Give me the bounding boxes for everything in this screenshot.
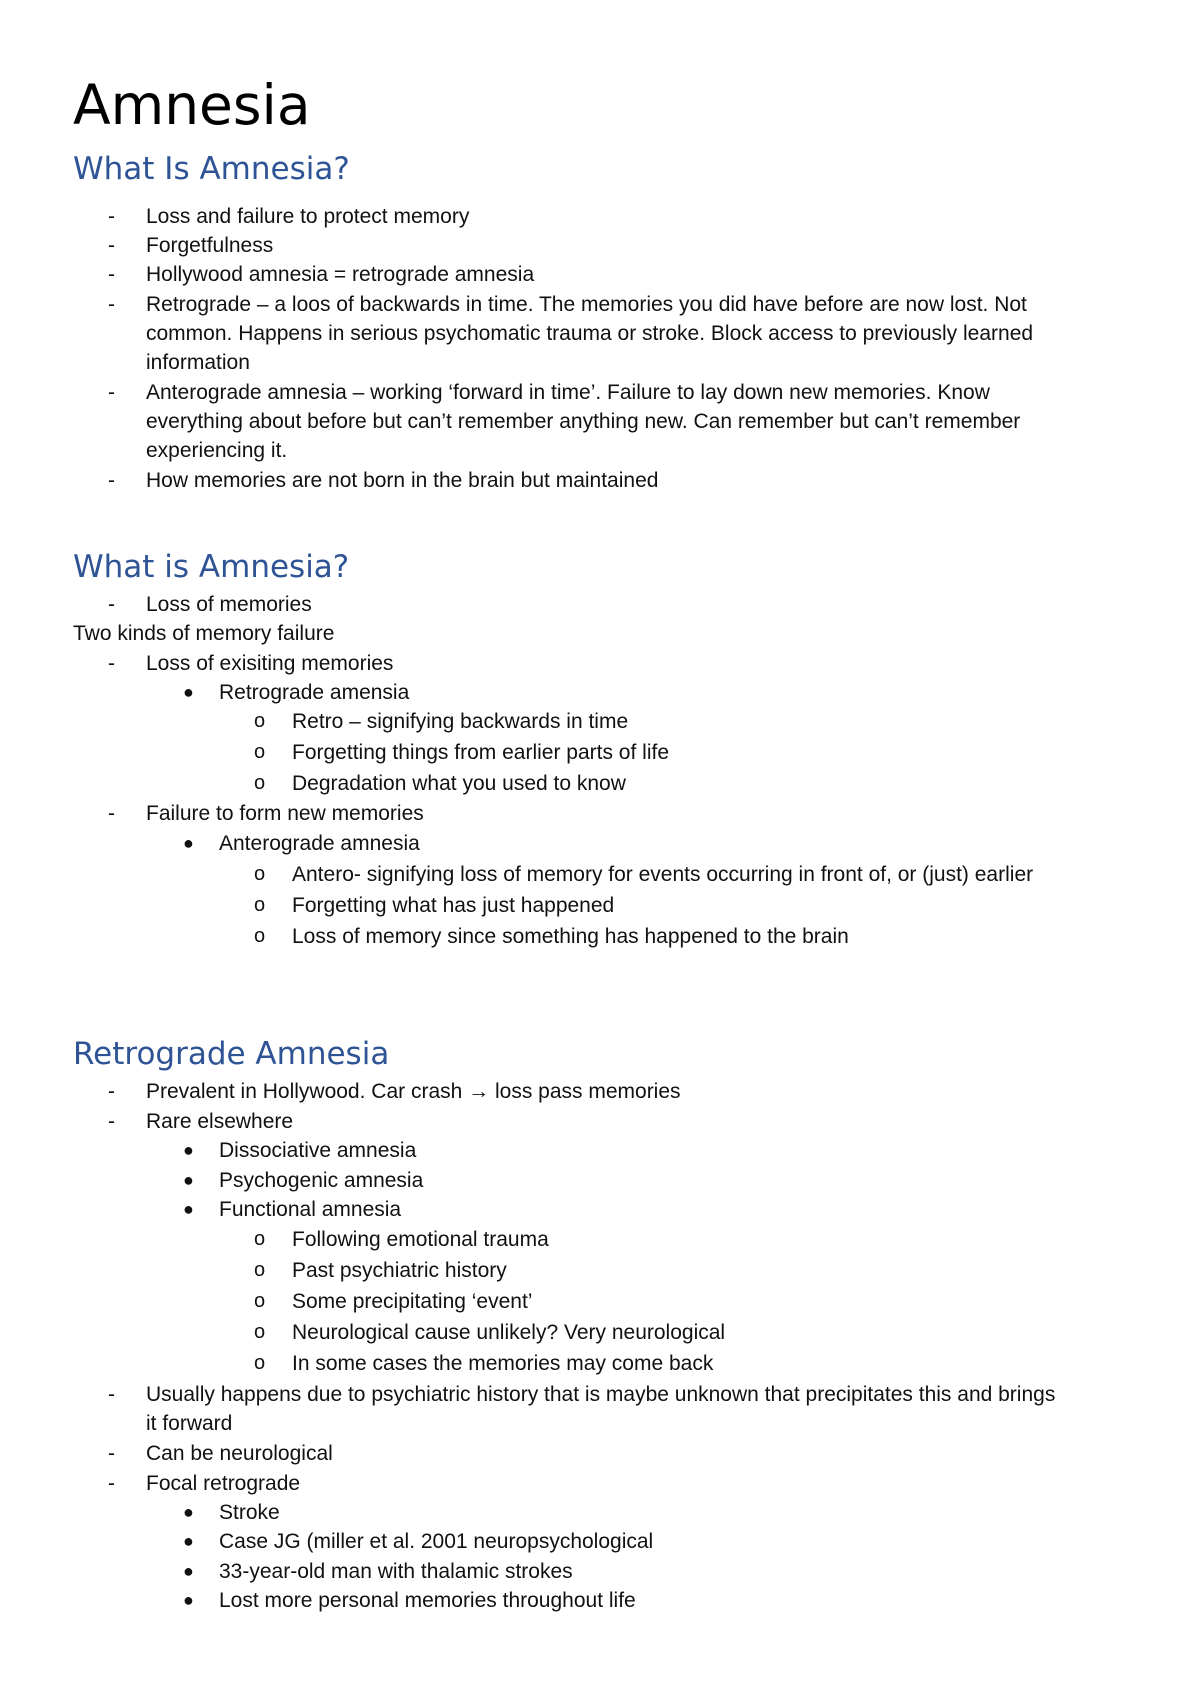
list-item: Retrograde amensia [219, 681, 410, 704]
list-item: How memories are not born in the brain but maintained [146, 469, 659, 492]
list-item: Failure to form new memories [146, 802, 424, 825]
bullet-marker: ● [183, 1590, 194, 1610]
list-item: Degradation what you used to know [292, 772, 626, 795]
list-item: Dissociative amnesia [219, 1139, 417, 1162]
list-item: Forgetfulness [146, 234, 274, 257]
list-item: Case JG (miller et al. 2001 neuropsychological [219, 1530, 654, 1553]
list-item-line: it forward [146, 1412, 233, 1435]
list-item: Some precipitating ‘event’ [292, 1290, 533, 1313]
dash-marker: - [108, 1080, 115, 1103]
bullet-marker: ● [183, 682, 194, 702]
list-item: Retro – signifying backwards in time [292, 710, 629, 733]
list-item: Rare elsewhere [146, 1110, 294, 1133]
circle-marker: o [254, 894, 266, 916]
list-item: Lost more personal memories throughout life [219, 1589, 636, 1612]
dash-marker: - [108, 469, 115, 492]
list-item-line: Usually happens due to psychiatric history that is maybe unknown that precipitates this and brings [146, 1383, 1056, 1406]
list-item-line: common. Happens in serious psychomatic trauma or stroke. Block access to previously learned [146, 322, 1034, 345]
circle-marker: o [254, 741, 266, 763]
dash-marker: - [108, 1442, 115, 1465]
list-item: Loss of exisiting memories [146, 652, 394, 675]
bullet-marker: ● [183, 1561, 194, 1581]
dash-marker: - [108, 593, 115, 616]
list-item-line: everything about before but can’t remember anything new. Can remember but can’t remember [146, 410, 1021, 433]
circle-marker: o [254, 1352, 266, 1374]
bullet-marker: ● [183, 1140, 194, 1160]
circle-marker: o [254, 1321, 266, 1343]
list-item-line: information [146, 351, 250, 374]
list-item-line: experiencing it. [146, 439, 288, 462]
dash-marker: - [108, 802, 115, 825]
list-item: Can be neurological [146, 1442, 333, 1465]
bullet-marker: ● [183, 1170, 194, 1190]
dash-marker: - [108, 1110, 115, 1133]
dash-marker: - [108, 263, 115, 286]
circle-marker: o [254, 710, 266, 732]
list-item: Forgetting things from earlier parts of life [292, 741, 669, 764]
list-item-line: Anterograde amnesia – working ‘forward in time’. Failure to lay down new memories. Know [146, 381, 990, 404]
list-item-line: Retrograde – a loos of backwards in time. The memories you did have before are now lost. Not [146, 293, 1027, 316]
list-item: Focal retrograde [146, 1472, 301, 1495]
circle-marker: o [254, 863, 266, 885]
bullet-marker: ● [183, 1531, 194, 1551]
circle-marker: o [254, 925, 266, 947]
bullet-marker: ● [183, 1199, 194, 1219]
circle-marker: o [254, 1259, 266, 1281]
dash-marker: - [108, 1472, 115, 1495]
list-item: Prevalent in Hollywood. Car crash → loss pass memories [146, 1080, 681, 1103]
list-item: Forgetting what has just happened [292, 894, 615, 917]
section-heading-what-is-amnesia-1: What Is Amnesia? [73, 151, 350, 187]
list-item: In some cases the memories may come back [292, 1352, 714, 1375]
list-item: Psychogenic amnesia [219, 1169, 424, 1192]
dash-marker: - [108, 234, 115, 257]
list-item: Loss and failure to protect memory [146, 205, 470, 228]
dash-marker: - [108, 1383, 115, 1406]
list-item: Following emotional trauma [292, 1228, 549, 1251]
list-item: Loss of memories [146, 593, 312, 616]
section-heading-what-is-amnesia-2: What is Amnesia? [73, 549, 350, 585]
dash-marker: - [108, 205, 115, 228]
bullet-marker: ● [183, 833, 194, 853]
list-item: Stroke [219, 1501, 280, 1524]
dash-marker: - [108, 652, 115, 675]
list-item: Functional amnesia [219, 1198, 402, 1221]
section-heading-retrograde-amnesia: Retrograde Amnesia [73, 1036, 390, 1072]
list-item: Antero- signifying loss of memory for events occurring in front of, or (just) earlier [292, 863, 1034, 886]
circle-marker: o [254, 1290, 266, 1312]
list-item: Anterograde amnesia [219, 832, 420, 855]
list-item: Past psychiatric history [292, 1259, 507, 1282]
circle-marker: o [254, 772, 266, 794]
dash-marker: - [108, 293, 115, 316]
list-item: 33-year-old man with thalamic strokes [219, 1560, 573, 1583]
list-item: Loss of memory since something has happened to the brain [292, 925, 849, 948]
paragraph: Two kinds of memory failure [73, 622, 335, 645]
bullet-marker: ● [183, 1502, 194, 1522]
dash-marker: - [108, 381, 115, 404]
document-title: Amnesia [73, 73, 311, 137]
list-item: Neurological cause unlikely? Very neurological [292, 1321, 726, 1344]
list-item: Hollywood amnesia = retrograde amnesia [146, 263, 535, 286]
circle-marker: o [254, 1228, 266, 1250]
